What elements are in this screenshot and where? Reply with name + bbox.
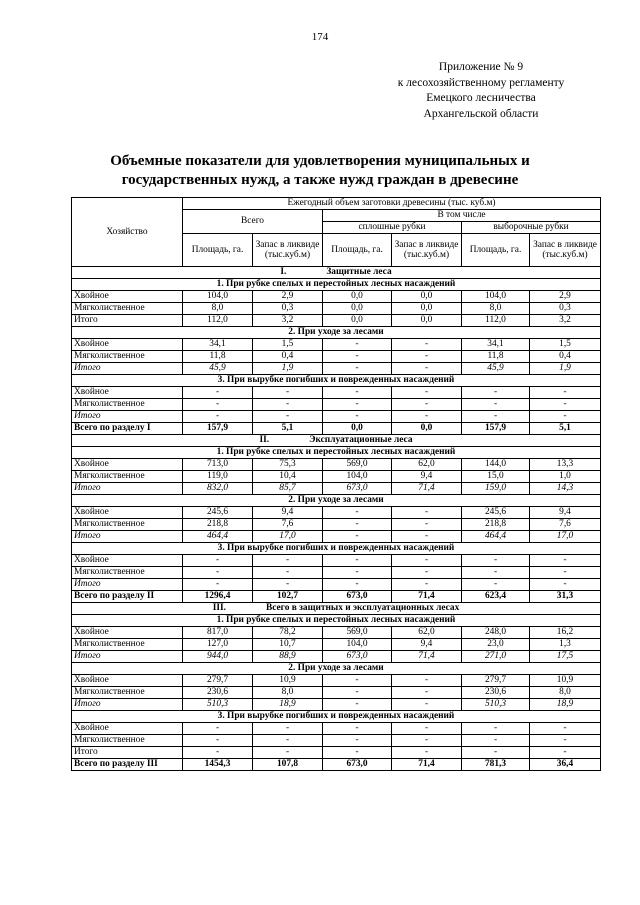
table-cell: - <box>183 399 253 411</box>
row-name: Мягколиственное <box>72 471 183 483</box>
table-cell: 1,9 <box>530 363 601 375</box>
table-cell: - <box>183 555 253 567</box>
row-name: Хвойное <box>72 507 183 519</box>
table-cell: 0,0 <box>323 315 392 327</box>
table-cell: - <box>183 579 253 591</box>
total-cell: 1296,4 <box>183 591 253 603</box>
table-cell: 45,9 <box>183 363 253 375</box>
row-name: Мягколиственное <box>72 519 183 531</box>
table-row <box>72 387 601 399</box>
table-cell: - <box>392 675 462 687</box>
table-cell: - <box>323 531 392 543</box>
table-cell: - <box>462 735 530 747</box>
total-cell: 5,1 <box>253 423 323 435</box>
table-cell: - <box>530 399 601 411</box>
table-cell: - <box>392 687 462 699</box>
subsection-title: 2. При уходе за лесами <box>72 327 601 339</box>
table-cell: 510,3 <box>462 699 530 711</box>
table-cell: 85,7 <box>253 483 323 495</box>
total-cell: 0,0 <box>392 423 462 435</box>
volume-table <box>71 197 601 771</box>
total-cell: 157,9 <box>462 423 530 435</box>
header-stock-clear: Запас в ликвиде (тыс.куб.м) <box>392 234 462 267</box>
table-cell: 0,4 <box>530 351 601 363</box>
subsection-header-row <box>72 279 601 291</box>
table-cell: 7,6 <box>530 519 601 531</box>
table-cell: 464,4 <box>183 531 253 543</box>
header-area-clear: Площадь, га. <box>323 234 392 267</box>
table-row <box>72 519 601 531</box>
row-name: Итого <box>72 363 183 375</box>
table-cell: - <box>183 567 253 579</box>
table-cell: 673,0 <box>323 651 392 663</box>
appendix-block <box>350 60 612 122</box>
table-cell: - <box>253 567 323 579</box>
section-title <box>72 267 601 279</box>
table-cell: 45,9 <box>462 363 530 375</box>
table-row <box>72 579 601 591</box>
appendix-line-4: Архангельской области <box>423 107 539 120</box>
table-cell: - <box>392 699 462 711</box>
table-cell: - <box>323 567 392 579</box>
table-cell: 127,0 <box>183 639 253 651</box>
header-stock-selective: Запас в ликвиде (тыс.куб.м) <box>530 234 601 267</box>
table-cell: 10,9 <box>253 675 323 687</box>
subsection-title: 1. При рубке спелых и перестойных лесных насаждений <box>72 279 601 291</box>
table-cell: 569,0 <box>323 459 392 471</box>
table-row <box>72 351 601 363</box>
table-row <box>72 555 601 567</box>
table-row <box>72 471 601 483</box>
table-cell: - <box>323 351 392 363</box>
table-row <box>72 747 601 759</box>
table-row <box>72 399 601 411</box>
table-cell: - <box>323 399 392 411</box>
row-name: Итого <box>72 699 183 711</box>
table-cell: 0,0 <box>323 303 392 315</box>
subsection-title: 1. При рубке спелых и перестойных лесных насаждений <box>72 447 601 459</box>
subsection-header-row <box>72 543 601 555</box>
section-total-row <box>72 591 601 603</box>
table-cell: 9,4 <box>530 507 601 519</box>
row-name: Хвойное <box>72 339 183 351</box>
table-cell: - <box>530 579 601 591</box>
table-cell: 10,7 <box>253 639 323 651</box>
table-cell: 7,6 <box>253 519 323 531</box>
table-row <box>72 627 601 639</box>
table-cell: - <box>253 579 323 591</box>
table-cell: 18,9 <box>253 699 323 711</box>
table-cell: 0,0 <box>392 315 462 327</box>
table-cell: 75,3 <box>253 459 323 471</box>
table-cell: 159,0 <box>462 483 530 495</box>
table-cell: - <box>323 687 392 699</box>
table-cell: 218,8 <box>462 519 530 531</box>
row-name: Хвойное <box>72 675 183 687</box>
table-cell: 13,3 <box>530 459 601 471</box>
section-name: Защитные леса <box>326 267 392 278</box>
table-cell: - <box>392 531 462 543</box>
table-cell: - <box>323 411 392 423</box>
table-cell: 11,8 <box>183 351 253 363</box>
table-cell: - <box>462 723 530 735</box>
appendix-line-2: к лесохозяйственному регламенту <box>397 76 565 89</box>
table-cell: - <box>392 567 462 579</box>
table-row <box>72 303 601 315</box>
table-cell: 17,0 <box>253 531 323 543</box>
section-title <box>72 603 601 615</box>
table-cell: 944,0 <box>183 651 253 663</box>
table-cell: - <box>323 555 392 567</box>
table-cell: 8,0 <box>462 303 530 315</box>
document-title <box>60 152 580 190</box>
appendix-line-1: Приложение № 9 <box>438 61 524 73</box>
row-name: Мягколиственное <box>72 687 183 699</box>
table-cell: 230,6 <box>462 687 530 699</box>
total-cell: 623,4 <box>462 591 530 603</box>
subsection-header-row <box>72 447 601 459</box>
table-row <box>72 507 601 519</box>
table-cell: 0,4 <box>253 351 323 363</box>
total-cell: 5,1 <box>530 423 601 435</box>
table-cell: 88,9 <box>253 651 323 663</box>
table-cell: - <box>392 579 462 591</box>
table-cell: 0,0 <box>392 291 462 303</box>
row-name: Хвойное <box>72 291 183 303</box>
section-header-row <box>72 435 601 447</box>
table-cell: 104,0 <box>323 471 392 483</box>
table-cell: 17,5 <box>530 651 601 663</box>
table-cell: - <box>392 411 462 423</box>
total-cell: 107,8 <box>253 759 323 771</box>
table-cell: 71,4 <box>392 651 462 663</box>
row-name: Итого <box>72 483 183 495</box>
subsection-header-row <box>72 615 601 627</box>
table-row <box>72 291 601 303</box>
table-cell: 0,3 <box>530 303 601 315</box>
subsection-header-row <box>72 375 601 387</box>
table-cell: 34,1 <box>462 339 530 351</box>
table-cell: 11,8 <box>462 351 530 363</box>
table-cell: - <box>462 411 530 423</box>
table-cell: - <box>183 735 253 747</box>
total-cell: 0,0 <box>323 423 392 435</box>
header-clear-cut: сплошные рубки <box>323 222 462 234</box>
table-cell: - <box>323 735 392 747</box>
table-cell: 14,3 <box>530 483 601 495</box>
table-cell: 1,5 <box>530 339 601 351</box>
section-header-row <box>72 267 601 279</box>
table-cell: 245,6 <box>462 507 530 519</box>
table-cell: 9,4 <box>392 639 462 651</box>
header-including: В том числе <box>323 210 601 222</box>
table-cell: - <box>392 519 462 531</box>
table-cell: - <box>392 387 462 399</box>
table-cell: - <box>323 699 392 711</box>
header-area-total: Площадь, га. <box>183 234 253 267</box>
table-cell: 1,5 <box>253 339 323 351</box>
table-cell: 279,7 <box>183 675 253 687</box>
table-cell: 104,0 <box>462 291 530 303</box>
title-line-2: государственных нужд, а также нужд граждан в древесине <box>121 172 519 188</box>
table-cell: - <box>253 411 323 423</box>
table-body <box>72 267 601 771</box>
row-name: Мягколиственное <box>72 399 183 411</box>
table-row <box>72 699 601 711</box>
table-row <box>72 483 601 495</box>
row-name: Итого <box>72 531 183 543</box>
subsection-title: 2. При уходе за лесами <box>72 663 601 675</box>
table-cell: 119,0 <box>183 471 253 483</box>
table-row <box>72 411 601 423</box>
table-row <box>72 567 601 579</box>
table-cell: - <box>462 555 530 567</box>
header-annual-volume: Ежегодный объем заготовки древесины (тыс. куб.м) <box>183 198 601 210</box>
table-cell: 3,2 <box>253 315 323 327</box>
title-line-1: Объемные показатели для удовлетворения муниципальных и <box>110 153 530 169</box>
table-cell: 0,0 <box>392 303 462 315</box>
table-cell: - <box>323 519 392 531</box>
table-cell: 104,0 <box>323 639 392 651</box>
section-number: III. <box>212 603 226 614</box>
table-cell: - <box>392 351 462 363</box>
table-cell: - <box>323 339 392 351</box>
table-cell: - <box>392 555 462 567</box>
table-cell: - <box>392 339 462 351</box>
row-name: Итого <box>72 651 183 663</box>
table-row <box>72 639 601 651</box>
row-name: Мягколиственное <box>72 303 183 315</box>
table-row <box>72 675 601 687</box>
table-cell: - <box>462 567 530 579</box>
table-cell: 713,0 <box>183 459 253 471</box>
table-cell: 8,0 <box>183 303 253 315</box>
table-cell: 230,6 <box>183 687 253 699</box>
table-row <box>72 315 601 327</box>
table-row <box>72 531 601 543</box>
table-cell: 9,4 <box>253 507 323 519</box>
table-cell: - <box>392 507 462 519</box>
row-name: Хвойное <box>72 723 183 735</box>
table-cell: 464,4 <box>462 531 530 543</box>
total-name: Всего по разделу II <box>72 591 183 603</box>
total-cell: 36,4 <box>530 759 601 771</box>
table-row <box>72 735 601 747</box>
row-name: Мягколиственное <box>72 735 183 747</box>
table-row <box>72 651 601 663</box>
section-total-row <box>72 423 601 435</box>
subsection-header-row <box>72 495 601 507</box>
table-cell: - <box>323 579 392 591</box>
row-name: Мягколиственное <box>72 567 183 579</box>
table-cell: - <box>253 735 323 747</box>
table-cell: - <box>530 411 601 423</box>
subsection-title: 3. При вырубке погибших и поврежденных насаждений <box>72 543 601 555</box>
table-cell: 71,4 <box>392 483 462 495</box>
table-cell: - <box>462 579 530 591</box>
header-area-selective: Площадь, га. <box>462 234 530 267</box>
table-cell: 78,2 <box>253 627 323 639</box>
table-cell: - <box>253 387 323 399</box>
table-cell: - <box>530 555 601 567</box>
table-cell: - <box>253 723 323 735</box>
row-name: Мягколиственное <box>72 639 183 651</box>
table-row <box>72 723 601 735</box>
table-cell: - <box>462 747 530 759</box>
row-name: Итого <box>72 747 183 759</box>
table-cell: 18,9 <box>530 699 601 711</box>
table-cell: - <box>253 747 323 759</box>
subsection-title: 3. При вырубке погибших и поврежденных насаждений <box>72 711 601 723</box>
total-name: Всего по разделу III <box>72 759 183 771</box>
total-cell: 102,7 <box>253 591 323 603</box>
subsection-header-row <box>72 663 601 675</box>
table-cell: 1,9 <box>253 363 323 375</box>
table-cell: 112,0 <box>183 315 253 327</box>
table-cell: 10,9 <box>530 675 601 687</box>
total-cell: 31,3 <box>530 591 601 603</box>
section-header-row <box>72 603 601 615</box>
table-cell: 15,0 <box>462 471 530 483</box>
table-cell: 62,0 <box>392 627 462 639</box>
section-name: Эксплуатационные леса <box>309 435 413 446</box>
table-cell: 248,0 <box>462 627 530 639</box>
total-cell: 781,3 <box>462 759 530 771</box>
header-selective-cut: выборочные рубки <box>462 222 601 234</box>
table-cell: 510,3 <box>183 699 253 711</box>
table-cell: - <box>530 387 601 399</box>
total-cell: 673,0 <box>323 591 392 603</box>
table-cell: 62,0 <box>392 459 462 471</box>
table-cell: 832,0 <box>183 483 253 495</box>
subsection-title: 2. При уходе за лесами <box>72 495 601 507</box>
table-cell: - <box>392 747 462 759</box>
table-cell: - <box>183 411 253 423</box>
row-name: Итого <box>72 411 183 423</box>
row-name: Хвойное <box>72 387 183 399</box>
table-cell: 17,0 <box>530 531 601 543</box>
total-cell: 71,4 <box>392 591 462 603</box>
table-cell: 817,0 <box>183 627 253 639</box>
table-cell: - <box>530 735 601 747</box>
table-cell: 569,0 <box>323 627 392 639</box>
table-cell: 10,4 <box>253 471 323 483</box>
row-name: Хвойное <box>72 459 183 471</box>
table-cell: - <box>183 387 253 399</box>
table-cell: 0,0 <box>323 291 392 303</box>
table-cell: - <box>253 555 323 567</box>
table-cell: 271,0 <box>462 651 530 663</box>
table-cell: - <box>462 387 530 399</box>
table-cell: 1,3 <box>530 639 601 651</box>
table-cell: - <box>323 675 392 687</box>
table-cell: - <box>183 747 253 759</box>
total-cell: 1454,3 <box>183 759 253 771</box>
table-cell: 218,8 <box>183 519 253 531</box>
header-stock-total: Запас в ликвиде (тыс.куб.м) <box>253 234 323 267</box>
table-cell: - <box>253 399 323 411</box>
table-cell: 245,6 <box>183 507 253 519</box>
table-cell: - <box>392 723 462 735</box>
table-cell: 23,0 <box>462 639 530 651</box>
table-cell: 3,2 <box>530 315 601 327</box>
table-cell: - <box>392 363 462 375</box>
header-total: Всего <box>183 210 323 234</box>
table-cell: 104,0 <box>183 291 253 303</box>
table-cell: - <box>323 747 392 759</box>
table-cell: 2,9 <box>253 291 323 303</box>
section-name: Всего в защитных и эксплуатационных лесах <box>265 603 460 614</box>
row-name: Мягколиственное <box>72 351 183 363</box>
table-cell: - <box>323 723 392 735</box>
table-row <box>72 339 601 351</box>
header-farm: Хозяйство <box>72 198 183 267</box>
section-number: I. <box>280 267 287 278</box>
section-title <box>72 435 601 447</box>
table-row <box>72 687 601 699</box>
subsection-header-row <box>72 327 601 339</box>
table-row <box>72 459 601 471</box>
table-cell: - <box>530 747 601 759</box>
table-cell: 279,7 <box>462 675 530 687</box>
total-cell: 673,0 <box>323 759 392 771</box>
table-cell: 16,2 <box>530 627 601 639</box>
row-name: Хвойное <box>72 555 183 567</box>
table-cell: 9,4 <box>392 471 462 483</box>
total-name: Всего по разделу I <box>72 423 183 435</box>
table-cell: 8,0 <box>253 687 323 699</box>
table-cell: 2,9 <box>530 291 601 303</box>
table-cell: 144,0 <box>462 459 530 471</box>
subsection-title: 1. При рубке спелых и перестойных лесных насаждений <box>72 615 601 627</box>
table-cell: - <box>323 507 392 519</box>
row-name: Итого <box>72 315 183 327</box>
appendix-line-3: Емецкого лесничества <box>426 92 536 104</box>
page-number: 174 <box>311 31 329 43</box>
row-name: Хвойное <box>72 627 183 639</box>
total-cell: 71,4 <box>392 759 462 771</box>
total-cell: 157,9 <box>183 423 253 435</box>
section-number: II. <box>259 435 270 446</box>
table-cell: 1,0 <box>530 471 601 483</box>
table-cell: - <box>392 735 462 747</box>
table-cell: - <box>462 399 530 411</box>
table-cell: 673,0 <box>323 483 392 495</box>
row-name: Итого <box>72 579 183 591</box>
subsection-title: 3. При вырубке погибших и поврежденных насаждений <box>72 375 601 387</box>
table-cell: 0,3 <box>253 303 323 315</box>
table-cell: - <box>392 399 462 411</box>
table-cell: - <box>323 387 392 399</box>
table-cell: - <box>530 723 601 735</box>
table-row <box>72 363 601 375</box>
table-cell: - <box>530 567 601 579</box>
table-cell: 112,0 <box>462 315 530 327</box>
section-total-row <box>72 759 601 771</box>
subsection-header-row <box>72 711 601 723</box>
table-cell: - <box>323 363 392 375</box>
table-cell: - <box>183 723 253 735</box>
table-cell: 34,1 <box>183 339 253 351</box>
table-cell: 8,0 <box>530 687 601 699</box>
